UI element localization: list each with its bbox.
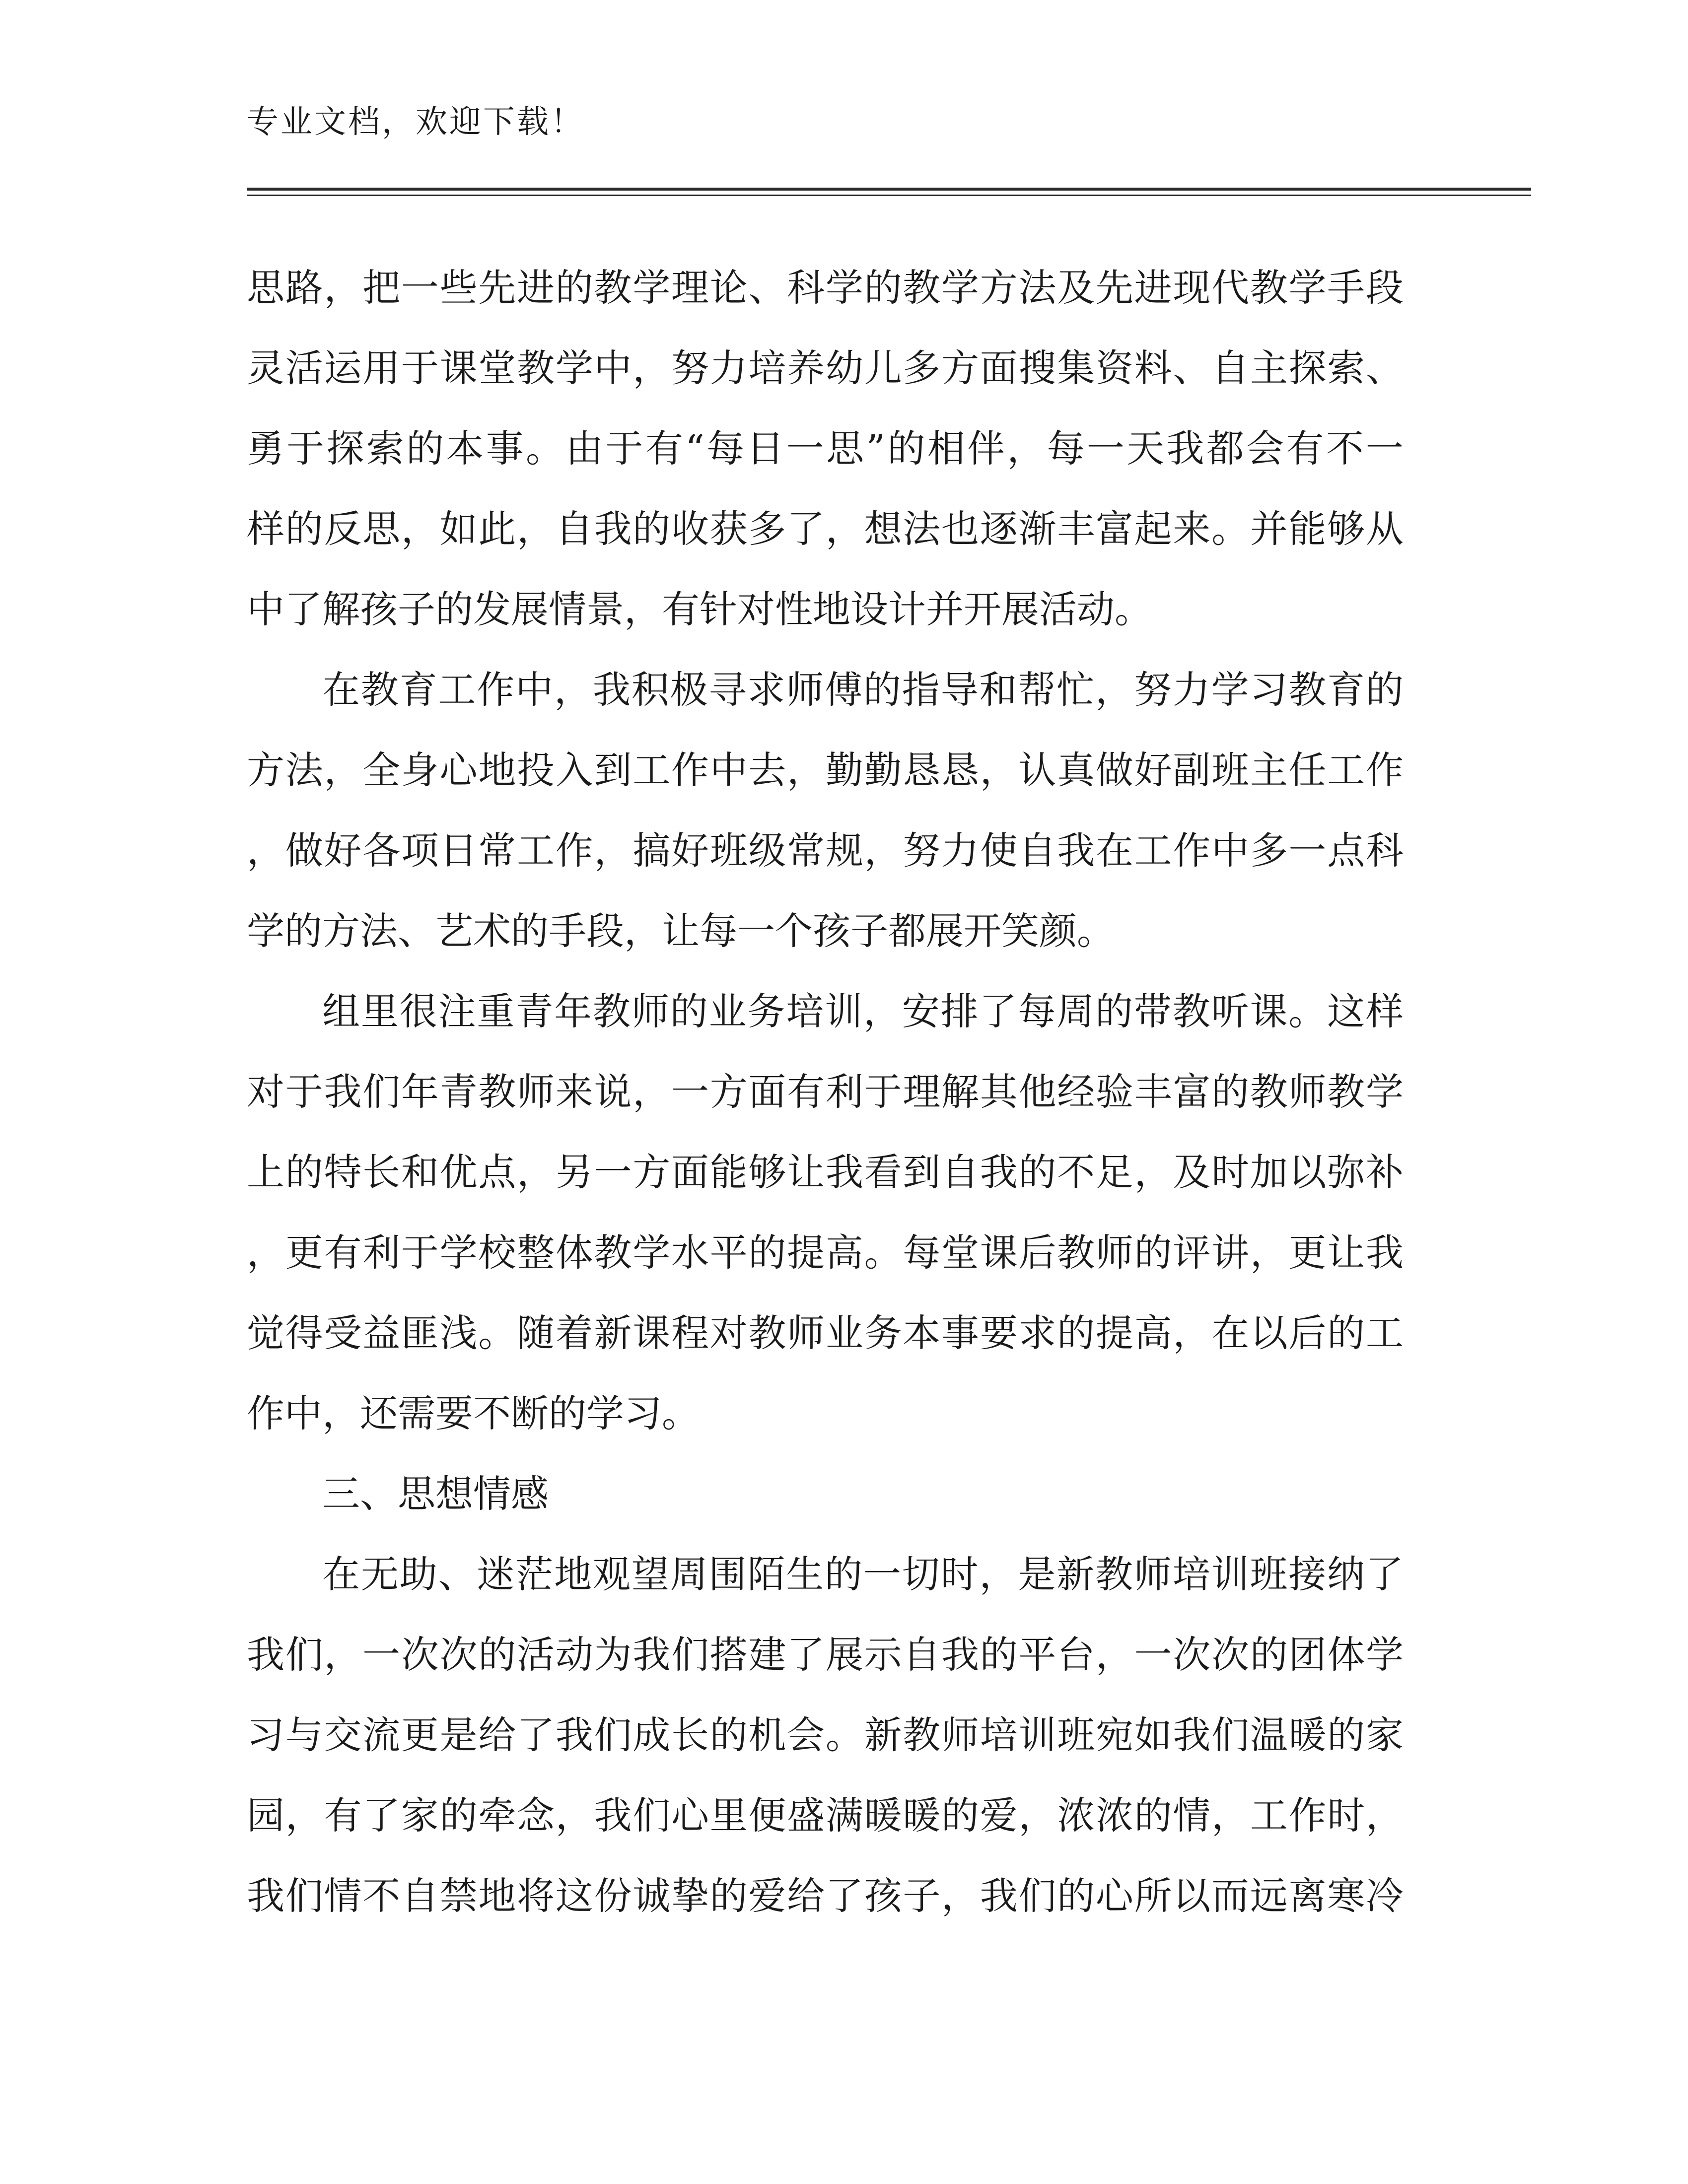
text-line: ，做好各项日常工作，搞好班级常规，努力使自我在工作中多一点科: [247, 828, 1404, 873]
section-heading: 三、思想情感: [322, 1472, 549, 1516]
text-line: 觉得受益匪浅。随着新课程对教师业务本事要求的提高，在以后的工: [247, 1311, 1404, 1355]
text-line: 学的方法、艺术的手段，让每一个孩子都展开笑颜。: [247, 909, 1115, 953]
text-line: 灵活运用于课堂教学中，努力培养幼儿多方面搜集资料、自主探索、: [247, 346, 1404, 390]
paragraph-start-line: 组里很注重青年教师的业务培训，安排了每周的带教听课。这样: [322, 989, 1404, 1033]
text-line: ，更有利于学校整体教学水平的提高。每堂课后教师的评讲，更让我: [247, 1230, 1404, 1275]
paragraph-start-line: 在教育工作中，我积极寻求师傅的指导和帮忙，努力学习教育的: [322, 668, 1404, 712]
text-line: 园，有了家的牵念，我们心里便盛满暖暖的爱，浓浓的情，工作时，: [247, 1793, 1404, 1838]
text-line: 我们情不自禁地将这份诚挚的爱给了孩子，我们的心所以而远离寒冷: [247, 1874, 1404, 1918]
text-line: 我们，一次次的活动为我们搭建了展示自我的平台，一次次的团体学: [247, 1633, 1404, 1677]
page-header-text: 专业文档，欢迎下载！: [247, 104, 584, 140]
text-line: 作中，还需要不断的学习。: [247, 1391, 700, 1435]
document-body: [247, 258, 1404, 1947]
text-line: 方法，全身心地投入到工作中去，勤勤恳恳，认真做好副班主任工作: [247, 748, 1404, 792]
text-line: 对于我们年青教师来说，一方面有利于理解其他经验丰富的教师教学: [247, 1070, 1404, 1114]
paragraph-start-line: 在无助、迷茫地观望周围陌生的一切时，是新教师培训班接纳了: [322, 1552, 1404, 1596]
text-line: 勇于探索的本事。由于有“每日一思”的相伴，每一天我都会有不一: [247, 426, 1404, 471]
text-line: 中了解孩子的发展情景，有针对性地设计并开展活动。: [247, 587, 1152, 631]
text-line: 习与交流更是给了我们成长的机会。新教师培训班宛如我们温暖的家: [247, 1713, 1404, 1757]
text-line: 思路，把一些先进的教学理论、科学的教学方法及先进现代教学手段: [247, 266, 1404, 310]
text-line: 上的特长和优点，另一方面能够让我看到自我的不足，及时加以弥补: [247, 1150, 1404, 1194]
header-divider-thin: [247, 195, 1531, 196]
text-line: 样的反思，如此，自我的收获多了，想法也逐渐丰富起来。并能够从: [247, 507, 1404, 551]
header-divider-thick: [247, 188, 1531, 191]
